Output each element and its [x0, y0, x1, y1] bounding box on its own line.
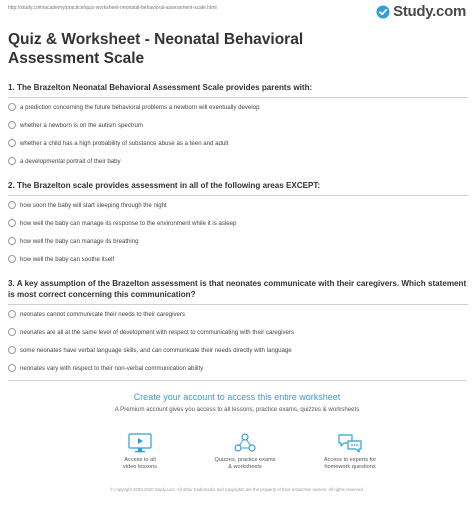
answer-option[interactable] — [8, 116, 468, 134]
quiz-network-icon — [231, 432, 259, 454]
answer-option[interactable] — [8, 134, 468, 152]
monitor-icon — [126, 432, 154, 454]
answer-label: a developmental portrait of their baby — [20, 157, 121, 165]
feature-quizzes — [205, 432, 285, 471]
radio-icon[interactable] — [8, 328, 16, 336]
question-text: 1. The Brazelton Neonatal Behavioral Assessment Scale provides parents with: — [8, 83, 313, 92]
answer-label: how well the baby can manage its response to the environment while it is asleep — [20, 219, 237, 227]
logo-text: Study.com — [393, 3, 466, 20]
copyright-footer: © copyright 2003-2020 Study.com. All other trademarks and copyrights are the property of their respective owners. All rights reserved. — [110, 487, 364, 492]
radio-icon[interactable] — [8, 201, 16, 209]
section-divider — [8, 380, 466, 381]
feature-label-line2: & worksheets — [228, 464, 262, 470]
answer-option[interactable] — [8, 98, 468, 116]
answer-label: neonates are all at the same level of development with respect to communicating with their caregivers — [20, 328, 295, 336]
answer-option[interactable] — [8, 323, 468, 341]
study-logo-icon — [376, 5, 390, 19]
feature-label-line1: Access to all — [124, 457, 156, 463]
answer-option[interactable] — [8, 359, 468, 377]
answer-options — [8, 98, 468, 170]
answer-label: a prediction concerning the future behavioral problems a newborn will eventually develop — [20, 103, 260, 111]
question-text: 2. The Brazelton scale provides assessment in all of the following areas EXCEPT: — [8, 181, 321, 190]
premium-features — [100, 432, 390, 471]
answer-options — [8, 305, 468, 377]
answer-label: neonates vary with respect to their non-verbal communication ability — [20, 364, 204, 372]
feature-label-line2: homework questions — [324, 464, 376, 470]
feature-label-line1: Access to experts for — [323, 457, 377, 463]
answer-label: how well the baby can soothe itself — [20, 255, 115, 263]
answer-options — [8, 196, 468, 268]
answer-option[interactable] — [8, 250, 468, 268]
cta-title[interactable]: Create your account to access this entire worksheet — [133, 392, 341, 402]
answer-option[interactable] — [8, 196, 468, 214]
feature-label-line1: Quizzes, practice exams — [214, 457, 276, 463]
page-title: Quiz & Worksheet - Neonatal Behavioral Assessment Scale — [8, 31, 304, 67]
radio-icon[interactable] — [8, 219, 16, 227]
radio-icon[interactable] — [8, 139, 16, 147]
radio-icon[interactable] — [8, 255, 16, 263]
answer-option[interactable] — [8, 232, 468, 250]
radio-icon[interactable] — [8, 157, 16, 165]
answer-label: neonates cannot communicate their needs to their caregivers — [20, 310, 185, 318]
answer-label: whether a child has a high probability of substance abuse as a teen and adult — [20, 139, 229, 147]
cta-subtitle: A Premium account gives you access to all lessons, practice exams, quizzes & worksheets — [114, 406, 360, 413]
question-2 — [8, 180, 468, 268]
radio-icon[interactable] — [8, 121, 16, 129]
radio-icon[interactable] — [8, 364, 16, 372]
radio-icon[interactable] — [8, 346, 16, 354]
answer-option[interactable] — [8, 214, 468, 232]
feature-experts — [310, 432, 390, 471]
question-1 — [8, 82, 468, 170]
radio-icon[interactable] — [8, 103, 16, 111]
chat-bubbles-icon — [336, 432, 364, 454]
question-3 — [8, 278, 468, 377]
answer-label: whether a newborn is on the autism spectrum — [20, 121, 143, 129]
answer-label: how soon the baby will start sleeping through the night — [20, 201, 167, 209]
feature-video-lessons — [100, 432, 180, 471]
answer-option[interactable] — [8, 305, 468, 323]
radio-icon[interactable] — [8, 310, 16, 318]
answer-label: how well the baby can manage its breathing — [20, 237, 139, 245]
answer-option[interactable] — [8, 152, 468, 170]
question-text: 3. A key assumption of the Brazelton assessment is that neonates communicate with their caregivers. Which statement is most correct concerning this communication? — [8, 279, 467, 299]
radio-icon[interactable] — [8, 237, 16, 245]
feature-label-line2: video lessons — [123, 464, 157, 470]
answer-option[interactable] — [8, 341, 468, 359]
answer-label: some neonates have verbal language skills, and can communicate their needs directly with language — [20, 346, 292, 354]
page-url: http://study.com/academy/practice/quiz-worksheet-neonatal-behavioral-assessment-scale.html — [8, 5, 217, 11]
study-logo[interactable] — [376, 3, 466, 20]
